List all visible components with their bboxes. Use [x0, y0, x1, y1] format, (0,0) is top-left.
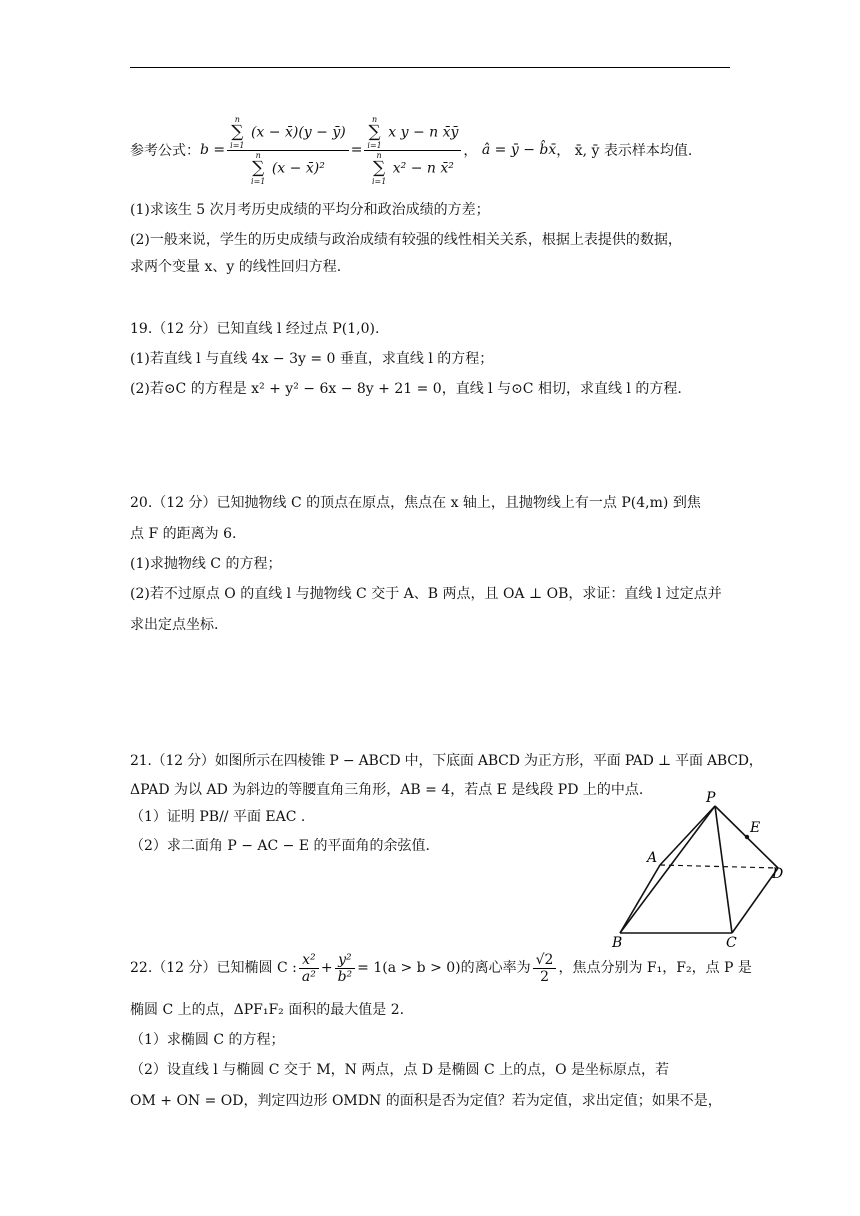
edge-ba [620, 865, 660, 933]
formula-den-2: x² − n x̄² [392, 160, 454, 176]
q22-part-2a: （2）设直线 l 与椭圆 C 交于 M，N 两点，点 D 是椭圆 C 上的点，O 是坐标原点，若 [130, 1062, 670, 1078]
q21-stem-a: 21.（12 分）如图所示在四棱锥 P − ABCD 中，下底面 ABCD 为正方形，平面 PAD ⊥ 平面 ABCD， [130, 753, 763, 769]
eccentricity-frac: $\frac{√2}{2}$ [533, 952, 557, 985]
q22-part-2b: OM + ON = OD，判定四边形 OMDN 的面积是否为定值？若为定值，求出定值；如果不是， [130, 1093, 722, 1109]
q19-part-2: (2)若⊙C 的方程是 x² + y² − 6x − 8y + 21 = 0，直线 l 与⊙C 相切，求直线 l 的方程. [130, 381, 682, 397]
q18-part-1: (1)求该生 5 次月考历史成绩的平均分和政治成绩的方差； [130, 202, 490, 218]
edge-pa [660, 806, 715, 865]
q19-part-1: (1)若直线 l 与直线 4x − 3y = 0 垂直，求直线 l 的方程； [130, 351, 494, 367]
formula-den-1: (x − x̄)² [271, 160, 325, 176]
q20-stem-b: 点 F 的距离为 6. [130, 526, 237, 542]
q21-part-2: （2）求二面角 P − AC − E 的平面角的余弦值. [130, 838, 430, 854]
edge-pb [620, 806, 715, 933]
q19-stem: 19.（12 分）已知直线 l 经过点 P(1,0). [130, 321, 380, 337]
label-p: P [706, 790, 716, 806]
formula-num-2: x y − n x̄ȳ [388, 124, 459, 140]
ellipse-x-frac: $\frac{\text{x²}}{\text{a²}}$ [299, 952, 319, 985]
q22-stem-a: 22.（12 分）已知椭圆 C : $\frac{\text{x²}}{\text{a²}}$ + $\frac{\text{y²}}{\text{b²}}$ = 1(a > b > 0)的离心率为 $\frac{√2}{2}$ ，焦点分别为 F₁，F₂，点 P 是 [130, 951, 752, 985]
formula-a: â = ȳ − b̂x̄ [481, 142, 557, 158]
formula-fraction-1: n ∑ i=1 (x − x̄)(y − ȳ) n ∑ i=1 (x − x̄)² [227, 115, 349, 186]
q22-stem-b: 椭圆 C 上的点，ΔPF₁F₂ 面积的最大值是 2. [130, 1002, 405, 1018]
edge-pc [715, 806, 732, 933]
edge-ad-hidden [660, 865, 778, 868]
q21-stem-b: ΔPAD 为以 AD 为斜边的等腰直角三角形，AB = 4，若点 E 是线段 PD 上的中点. [130, 782, 644, 798]
q18-part-2b: 求两个变量 x、y 的线性回归方程. [130, 259, 342, 275]
header-rule [130, 67, 730, 68]
q20-part-2b: 求出定点坐标. [130, 617, 219, 633]
q20-part-1: (1)求抛物线 C 的方程； [130, 556, 282, 572]
pyramid-figure [610, 790, 790, 950]
label-d: D [772, 866, 784, 882]
q20-part-2a: (2)若不过原点 O 的直线 l 与抛物线 C 交于 A、B 两点，且 OA ⊥ OB，求证：直线 l 过定点并 [130, 586, 722, 602]
formula-fraction-2: n ∑ i=1 x y − n x̄ȳ n ∑ i=1 x² − n x̄² [364, 115, 461, 186]
point-e [745, 835, 749, 839]
reference-formula: 参考公式： b = n ∑ i=1 (x − x̄)(y − ȳ) n ∑ i=1 (x − x̄)² = n ∑ i=1 x y − n x̄ȳ n ∑ i=1 x² − n x̄² ， â = ȳ − b̂x̄ ， x̄, ȳ 表示样本均值. [130, 114, 693, 186]
label-e: E [750, 820, 761, 836]
q22-part-1: （1）求椭圆 C 的方程； [130, 1032, 285, 1048]
q18-part-2a: (2)一般来说，学生的历史成绩与政治成绩有较强的线性相关关系，根据上表提供的数据， [130, 232, 682, 248]
formula-tail: x̄, ȳ 表示样本均值. [574, 143, 693, 159]
formula-label: 参考公式： [130, 143, 200, 159]
ellipse-y-frac: $\frac{\text{y²}}{\text{b²}}$ [335, 952, 356, 985]
label-b: B [612, 935, 623, 950]
q20-stem-a: 20.（12 分）已知抛物线 C 的顶点在原点，焦点在 x 轴上，且抛物线上有一点 P(4,m) 到焦 [130, 495, 701, 511]
formula-b: b = [200, 142, 226, 158]
label-a: A [647, 850, 658, 866]
q21-part-1: （1）证明 PB// 平面 EAC . [130, 809, 306, 825]
label-c: C [726, 935, 737, 950]
formula-num-1: (x − x̄)(y − ȳ) [250, 124, 346, 140]
